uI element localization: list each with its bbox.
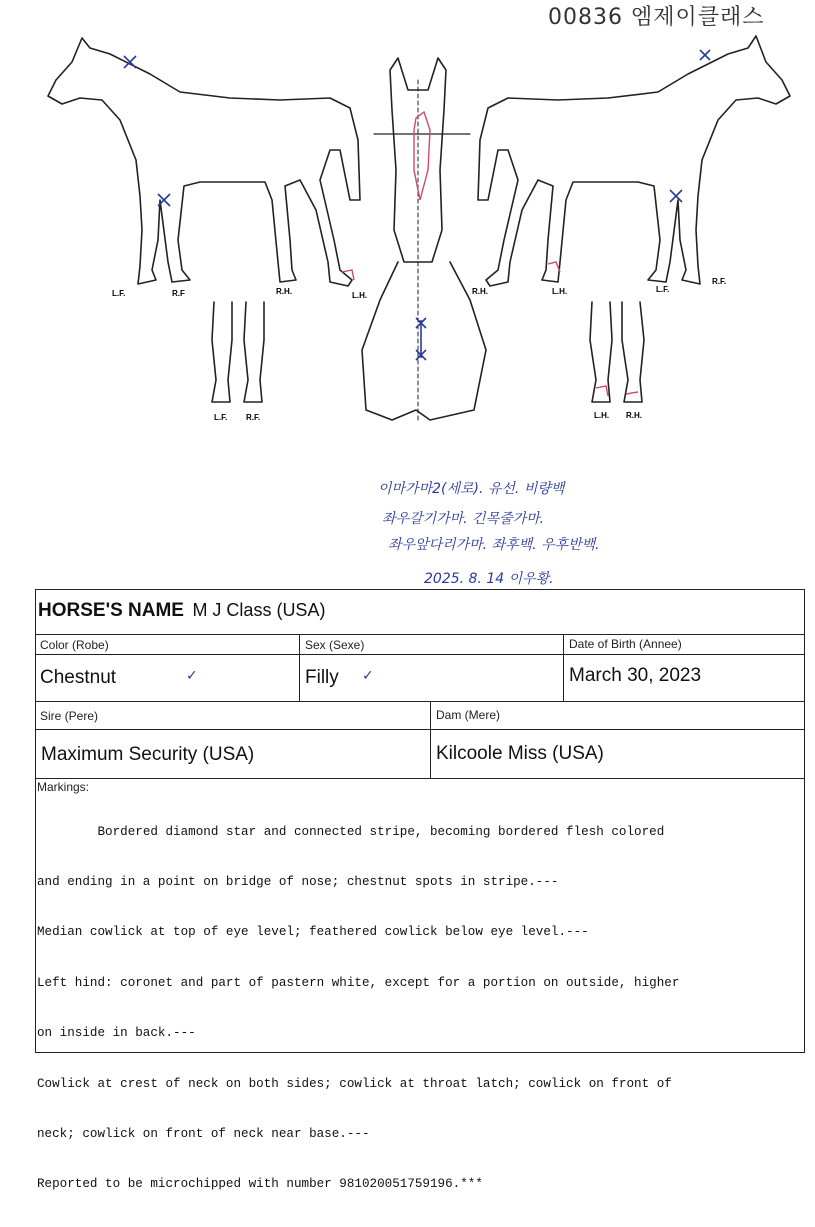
markings-line: on inside in back.---	[37, 1026, 196, 1041]
color-label: Color (Robe)	[40, 638, 109, 652]
label-lf-left: L.F.	[112, 289, 126, 298]
label-rf-left: R.F	[172, 289, 185, 298]
front-legs-left	[212, 302, 264, 402]
dob-value: March 30, 2023	[569, 665, 702, 686]
markings-line: Bordered diamond star and connected stripe, becoming bordered flesh colored	[37, 824, 665, 839]
top-handwritten-note: 00836 엠제이클래스	[548, 5, 765, 30]
handwritten-note-2: 좌우갈기가마. 긴목줄가마.	[382, 511, 545, 527]
markings-line: Cowlick at crest of neck on both sides; cowlick at throat latch; cowlick on front of	[37, 1076, 672, 1091]
markings-line: Reported to be microchipped with number 981020051759196.***	[37, 1177, 483, 1192]
label-rh-left: R.H.	[276, 287, 292, 296]
registration-form	[35, 589, 805, 1192]
markings-line: Left hind: coronet and part of pastern white, except for a portion on outside, higher	[37, 975, 680, 990]
label-rf-right: R.F.	[712, 277, 727, 286]
neck-front-outline	[362, 262, 486, 420]
dam-value: Kilcoole Miss (USA)	[436, 743, 604, 764]
sex-value: Filly	[305, 667, 339, 688]
sire-label: Sire (Pere)	[40, 709, 99, 723]
right-horse-outline	[478, 36, 790, 286]
markings-line: and ending in a point on bridge of nose; chestnut spots in stripe.---	[37, 874, 559, 889]
label-rh-right: R.H.	[472, 287, 488, 296]
label-lf-legs: L.F.	[214, 413, 228, 422]
sex-label: Sex (Sexe)	[305, 638, 365, 652]
dam-label: Dam (Mere)	[436, 708, 501, 722]
label-lh-legs: L.H.	[594, 411, 610, 420]
label-lf-right: L.F.	[656, 285, 670, 294]
sex-initials-mark: ✓	[362, 668, 374, 684]
handwritten-note-1: 이마가마2(세로). 유선. 비량백	[378, 481, 565, 497]
markings-line: Median cowlick at top of eye level; feathered cowlick below eye level.---	[37, 925, 589, 940]
left-horse-outline	[48, 38, 360, 286]
handwritten-note-date: 2025. 8. 14 이우황.	[424, 571, 554, 587]
markings-text	[36, 790, 804, 1227]
horse-name-value: M J Class (USA)	[192, 600, 326, 620]
sire-value: Maximum Security (USA)	[41, 744, 255, 765]
label-rf-legs: R.F.	[246, 413, 261, 422]
horse-name-row	[38, 600, 325, 622]
handwritten-note-3: 좌우앞다리가마. 좌후백. 우후반백.	[388, 537, 600, 553]
color-initials-mark: ✓	[186, 668, 198, 684]
label-lh-left: L.H.	[352, 291, 368, 300]
markings-line: neck; cowlick on front of neck near base.---	[37, 1126, 370, 1141]
horse-name-label: HORSE'S NAME	[38, 600, 184, 621]
dob-label: Date of Birth (Annee)	[569, 637, 682, 651]
markings-label: Markings:	[37, 780, 90, 794]
horse-markings-diagram	[0, 0, 815, 440]
label-lh-right: L.H.	[552, 287, 568, 296]
color-value: Chestnut	[40, 667, 117, 688]
label-rh-legs: R.H.	[626, 411, 642, 420]
